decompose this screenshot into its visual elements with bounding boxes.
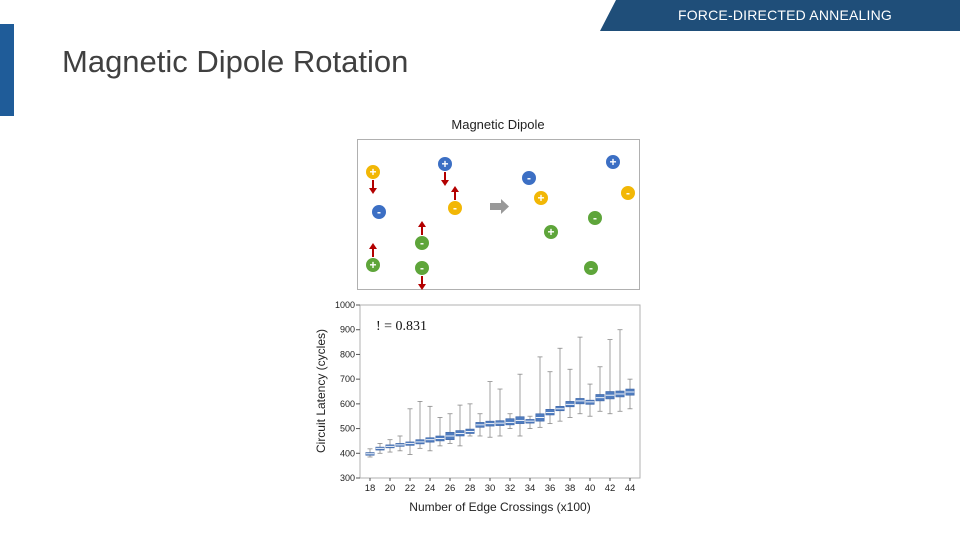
page-title: Magnetic Dipole Rotation: [62, 44, 409, 79]
x-tick-label: 34: [524, 483, 536, 494]
x-tick-label: 22: [404, 483, 416, 494]
x-tick-label: 30: [484, 483, 496, 494]
dipole-sign: -: [377, 205, 381, 219]
y-tick-label: 1000: [334, 300, 355, 310]
x-tick-label: 24: [424, 483, 436, 494]
x-tick-label: 36: [544, 483, 556, 494]
diagram-title: Magnetic Dipole: [451, 117, 545, 132]
dipole-sign: +: [369, 258, 377, 272]
dipole-sign: -: [589, 261, 593, 275]
dipole-sign: -: [420, 236, 424, 250]
x-tick-label: 28: [464, 483, 476, 494]
y-tick-label: 600: [339, 398, 355, 409]
dipole-sign: +: [547, 225, 555, 239]
box-14: [506, 419, 514, 425]
dipole-sign: -: [626, 186, 630, 200]
y-axis-label: Circuit Latency (cycles): [314, 328, 328, 454]
x-tick-label: 32: [504, 483, 516, 494]
x-tick-label: 42: [604, 483, 616, 494]
dipole-sign: -: [527, 171, 531, 185]
y-tick-label: 500: [339, 423, 355, 434]
dipole-sign: -: [593, 211, 597, 225]
y-tick-label: 400: [339, 448, 355, 459]
dipole-sign: +: [609, 155, 617, 169]
x-tick-label: 18: [364, 483, 376, 494]
x-tick-label: 20: [384, 483, 396, 494]
correlation-annotation: ! = 0.831: [376, 319, 428, 334]
x-tick-label: 38: [564, 483, 576, 494]
x-tick-label: 40: [584, 483, 596, 494]
x-tick-label: 44: [624, 483, 636, 494]
dipole-sign: +: [537, 191, 545, 205]
x-axis-label: Number of Edge Crossings (x100): [409, 500, 591, 514]
x-tick-label: 26: [444, 483, 456, 494]
y-tick-label: 800: [339, 349, 355, 360]
dipole-sign: +: [369, 165, 377, 179]
dipole-sign: -: [453, 201, 457, 215]
dipole-sign: +: [441, 157, 449, 171]
dipole-sign: -: [420, 261, 424, 275]
y-tick-label: 700: [339, 374, 355, 385]
y-tick-label: 900: [339, 324, 355, 335]
y-tick-label: 300: [339, 473, 355, 483]
banner-title: FORCE-DIRECTED ANNEALING: [677, 7, 893, 23]
